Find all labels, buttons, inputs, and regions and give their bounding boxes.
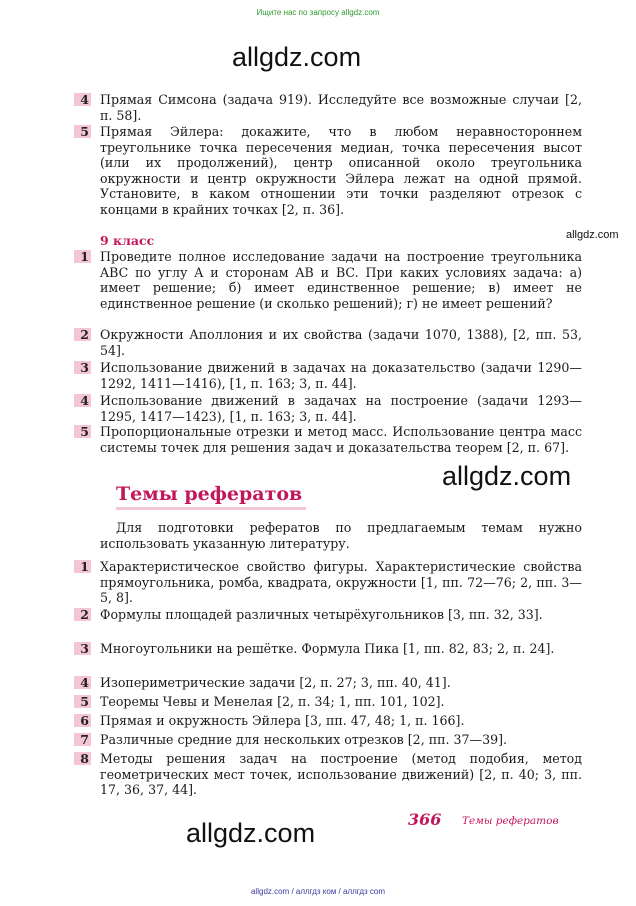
topic-item: [74, 732, 582, 748]
topic-item: [74, 713, 582, 729]
topic-number: 6: [74, 714, 91, 727]
watermark-middle: allgdz.com: [442, 461, 572, 491]
topic-number: 7: [74, 733, 91, 746]
topic-item: [74, 559, 582, 606]
topic-item: [74, 694, 582, 710]
task-text: Использование движений в задачах на доказательство (задачи 1290—1292, 1411—1416), [1, п. 163; 3, п. 44].: [100, 360, 582, 391]
running-footer: Темы рефератов: [462, 815, 559, 827]
task-number: 4: [74, 93, 91, 106]
section-intro: Для подготовки рефератов по предлагаемым темам нужно использовать указанную литературу.: [100, 520, 582, 551]
topic-text: Многоугольники на решётке. Формула Пика [1, пп. 82, 83; 2, п. 24].: [100, 641, 555, 656]
task-item: [74, 92, 582, 123]
topic-text: Методы решения задач на построение (метод подобия, метод геометрических мест точек, использование движений) [2, п. 40; 3, пп. 17, 36, 37, 44].: [100, 751, 582, 798]
task-text: Прямая Симсона (задача 919). Исследуйте все возможные случаи [2, п. 58].: [100, 92, 582, 123]
grade-heading: 9 класс: [100, 233, 155, 248]
page-number: 366: [408, 810, 442, 829]
task-item: [74, 360, 582, 391]
watermark-side: allgdz.com: [566, 229, 619, 241]
task-number: 5: [74, 125, 91, 138]
task-item: [74, 393, 582, 424]
topic-text: Различные средние для нескольких отрезков [2, пп. 37—39].: [100, 732, 508, 747]
task-number: 5: [74, 425, 91, 438]
topic-text: Характеристическое свойство фигуры. Характеристические свойства прямоугольника, ромба, квадрата, окружности [1, пп. 72—76; 2, пп. 3—5, 8].: [100, 559, 582, 606]
task-number: 4: [74, 394, 91, 407]
topic-text: Теоремы Чевы и Менелая [2, п. 34; 1, пп. 101, 102].: [100, 694, 445, 709]
task-item: [74, 124, 582, 218]
task-text: Проведите полное исследование задачи на построение треугольника ABC по углу A и сторонам AB и BC. При каких условиях задача: а) имеет решение; б) имеет единственное решение; в) имеет не единственное решение (и сколько решений); г) не имеет решений?: [100, 249, 582, 311]
task-item: [74, 327, 582, 358]
watermark-bottom: allgdz.com: [186, 818, 316, 848]
topic-text: Формулы площадей различных четырёхугольников [3, пп. 32, 33].: [100, 607, 543, 622]
topic-number: 3: [74, 642, 91, 655]
topic-number: 4: [74, 676, 91, 689]
topic-number: 5: [74, 695, 91, 708]
topic-number: 2: [74, 608, 91, 621]
topic-text: Изопериметрические задачи [2, п. 27; 3, пп. 40, 41].: [100, 675, 451, 690]
section-title: Темы рефератов: [116, 483, 306, 510]
task-item: [74, 424, 582, 455]
watermark-top: allgdz.com: [232, 42, 362, 72]
task-number: 2: [74, 328, 91, 341]
task-text: Пропорциональные отрезки и метод масс. Использование центра масс системы точек для решения задач и доказательства теорем [2, п. 67].: [100, 424, 582, 455]
top-search-note: Ищите нас по запросу allgdz.com: [256, 8, 380, 17]
topic-text: Прямая и окружность Эйлера [3, пп. 47, 48; 1, п. 166].: [100, 713, 465, 728]
task-item: [74, 249, 582, 311]
task-number: 1: [74, 250, 91, 263]
task-text: Использование движений в задачах на построение (задачи 1293—1295, 1417—1423), [1, п. 163; 3, п. 44].: [100, 393, 582, 424]
task-text: Окружности Аполлония и их свойства (задачи 1070, 1388), [2, пп. 53, 54].: [100, 327, 582, 358]
topic-number: 1: [74, 560, 91, 573]
task-number: 3: [74, 361, 91, 374]
topic-item: [74, 607, 582, 623]
topic-item: [74, 675, 582, 691]
bottom-links[interactable]: allgdz.com / аллгдз ком / аллгдз com: [250, 887, 386, 896]
topic-item: [74, 641, 582, 657]
topic-number: 8: [74, 752, 91, 765]
topic-item: [74, 751, 582, 798]
task-text: Прямая Эйлера: докажите, что в любом неравностороннем треугольнике точка пересечения медиан, точка пересечения высот (или их продолжений), центр описанной около треугольника окружности и центр окружности Эйлера лежат на одной прямой. Установите, в каком отношении эти точки разделяют отрезок с концами в крайних точках [2, п. 36].: [100, 124, 582, 217]
